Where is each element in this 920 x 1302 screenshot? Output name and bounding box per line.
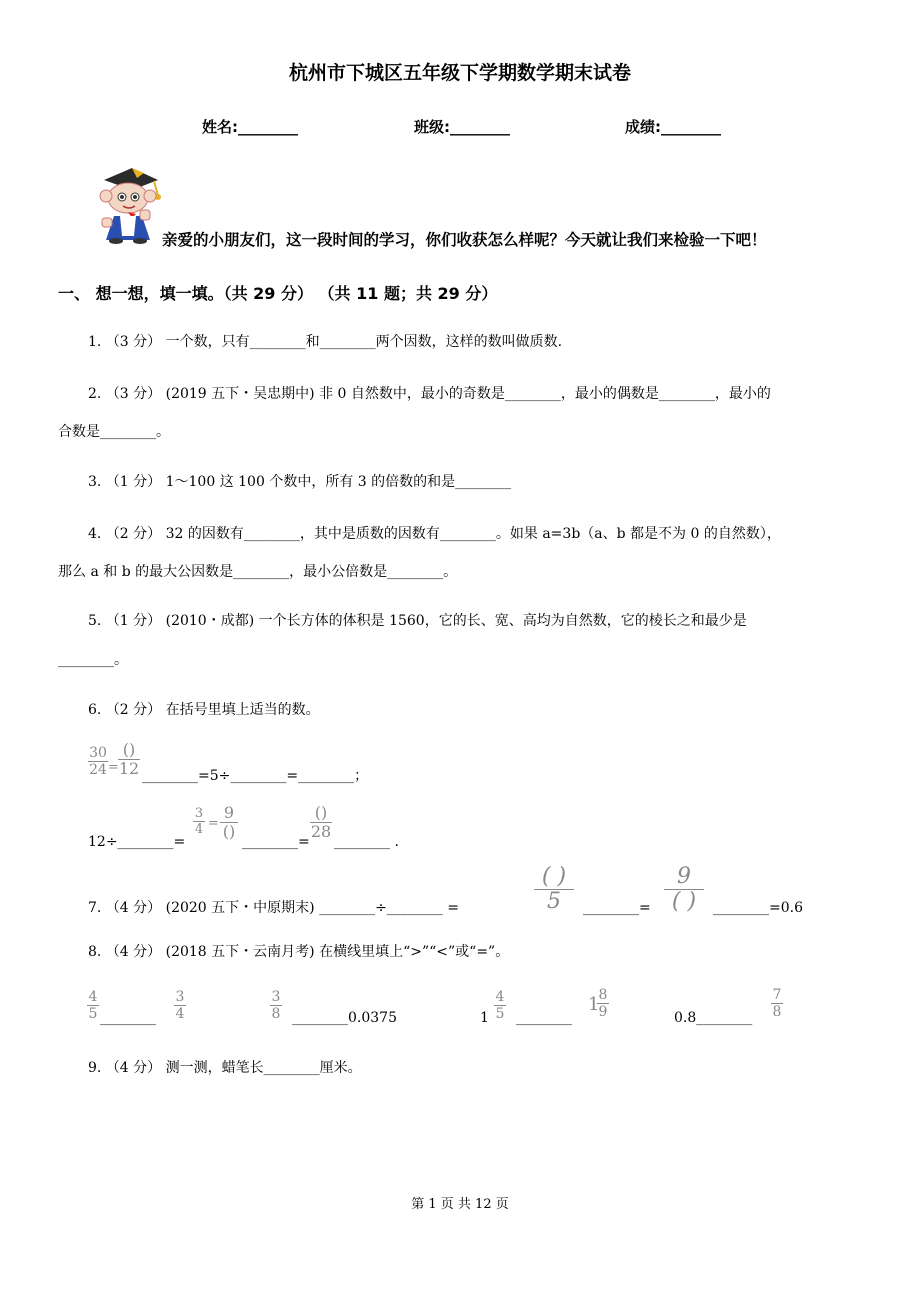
fraction-denominator: 28 — [310, 822, 332, 841]
fraction-numerator: 8 — [598, 987, 608, 1003]
question-2[interactable]: 2. （3 分） (2019 五下・吴忠期中) 非 0 自然数中，最小的奇数是________，最小的偶数是________，最小的 — [88, 386, 771, 402]
question-8-d[interactable]: 0.8________ — [674, 1010, 753, 1026]
class-field[interactable]: 班级:________ — [414, 118, 510, 136]
fraction-image — [193, 807, 205, 836]
fraction-denominator: 24 — [89, 762, 107, 778]
question-9[interactable]: 9. （4 分） 测一测，蜡笔长________厘米。 — [88, 1060, 362, 1076]
fraction-denominator: 5 — [547, 889, 561, 914]
page-title: 杭州市下城区五年级下学期数学期末试卷 — [288, 62, 631, 84]
fraction-denominator: () — [222, 822, 236, 841]
score-field[interactable]: 成绩:________ — [625, 118, 721, 136]
fraction-image — [310, 805, 332, 840]
name-field[interactable]: 姓名:________ — [202, 118, 298, 136]
question-8: 8. （4 分） (2018 五下・云南月考) 在横线里填上“>”“<”或“=”。 — [88, 944, 510, 960]
fraction-numerator: 4 — [495, 989, 505, 1005]
fraction-denominator: 12 — [118, 759, 140, 778]
fraction-numerator: 7 — [772, 987, 782, 1003]
question-6-line-1[interactable]: ________=5÷________=________； — [142, 768, 369, 784]
question-4-cont[interactable]: 那么 a 和 b 的最大公因数是________，最小公倍数是________。 — [58, 564, 458, 580]
question-5-cont[interactable]: ________。 — [58, 652, 128, 668]
fraction-image — [220, 805, 238, 840]
fraction-numerator: 9 — [677, 864, 691, 889]
mixed-number-whole: 1 — [480, 1010, 489, 1026]
fraction-numerator: 4 — [88, 989, 98, 1005]
question-5[interactable]: 5. （1 分） (2010・成都) 一个长方体的体积是 1560，它的长、宽、高均为自然数，它的棱长之和最少是 — [88, 613, 747, 629]
fraction-denominator: 8 — [772, 1004, 782, 1020]
fraction-image — [270, 990, 282, 1021]
question-7-b[interactable]: ________= — [583, 900, 651, 916]
fraction-image — [771, 988, 783, 1019]
fraction-image — [597, 988, 609, 1019]
fraction-denominator: 4 — [175, 1006, 185, 1022]
fraction-numerator: 3 — [194, 806, 204, 821]
question-6-line-2a[interactable]: 12÷________= — [88, 834, 186, 850]
equals-sign: = — [208, 816, 219, 831]
question-1[interactable]: 1. （3 分） 一个数，只有________和________两个因数，这样的数叫做质数. — [88, 334, 563, 350]
fraction-numerator: ( ) — [541, 864, 567, 889]
page-footer: 第 1 页 共 12 页 — [411, 1197, 509, 1212]
question-4[interactable]: 4. （2 分） 32 的因数有________，其中是质数的因数有________。如果 a=3b（a、b 都是不为 0 的自然数）， — [88, 526, 781, 542]
fraction-image — [174, 990, 186, 1021]
question-7[interactable]: 7. （4 分） (2020 五下・中原期末) ________÷________ = — [88, 900, 459, 916]
section-heading: 一、 想一想，填一填。（共 29 分） （共 11 题；共 29 分） — [58, 284, 498, 303]
question-2-cont[interactable]: 合数是________。 — [58, 424, 170, 440]
fraction-numerator: 3 — [175, 989, 185, 1005]
intro-text: 亲爱的小朋友们，这一段时间的学习，你们收获怎么样呢？今天就让我们来检验一下吧！ — [162, 231, 767, 249]
fraction-image — [494, 990, 506, 1021]
fraction-denominator: 9 — [598, 1004, 608, 1020]
fraction-numerator: 30 — [89, 745, 107, 761]
equals-sign: = — [108, 760, 119, 775]
fraction-denominator: 8 — [271, 1006, 281, 1022]
fraction-image — [664, 866, 704, 913]
question-7-c[interactable]: ________=0.6 — [713, 900, 803, 916]
question-8-c[interactable]: ________ — [516, 1010, 572, 1026]
question-6: 6. （2 分） 在括号里填上适当的数。 — [88, 702, 320, 718]
fraction-denominator: ( ) — [671, 889, 697, 914]
question-6-line-2b[interactable]: ________= — [242, 834, 310, 850]
question-6-line-2c[interactable]: ________ . — [334, 834, 399, 850]
fraction-image — [118, 742, 140, 777]
fraction-numerator: 3 — [271, 989, 281, 1005]
fraction-numerator: () — [314, 803, 328, 822]
mascot-icon — [92, 166, 166, 244]
fraction-denominator: 4 — [194, 822, 204, 837]
question-8-a[interactable]: ________ — [100, 1010, 156, 1026]
question-8-b[interactable]: ________0.0375 — [292, 1010, 397, 1026]
fraction-image — [87, 990, 99, 1021]
mixed-number-whole: 1 — [588, 994, 600, 1015]
fraction-numerator: () — [122, 740, 136, 759]
fraction-denominator: 5 — [88, 1006, 98, 1022]
fraction-numerator: 9 — [223, 803, 235, 822]
question-3[interactable]: 3. （1 分） 1～100 这 100 个数中，所有 3 的倍数的和是________ — [88, 474, 512, 490]
fraction-image — [88, 746, 108, 777]
fraction-image — [534, 866, 574, 913]
fraction-denominator: 5 — [495, 1006, 505, 1022]
